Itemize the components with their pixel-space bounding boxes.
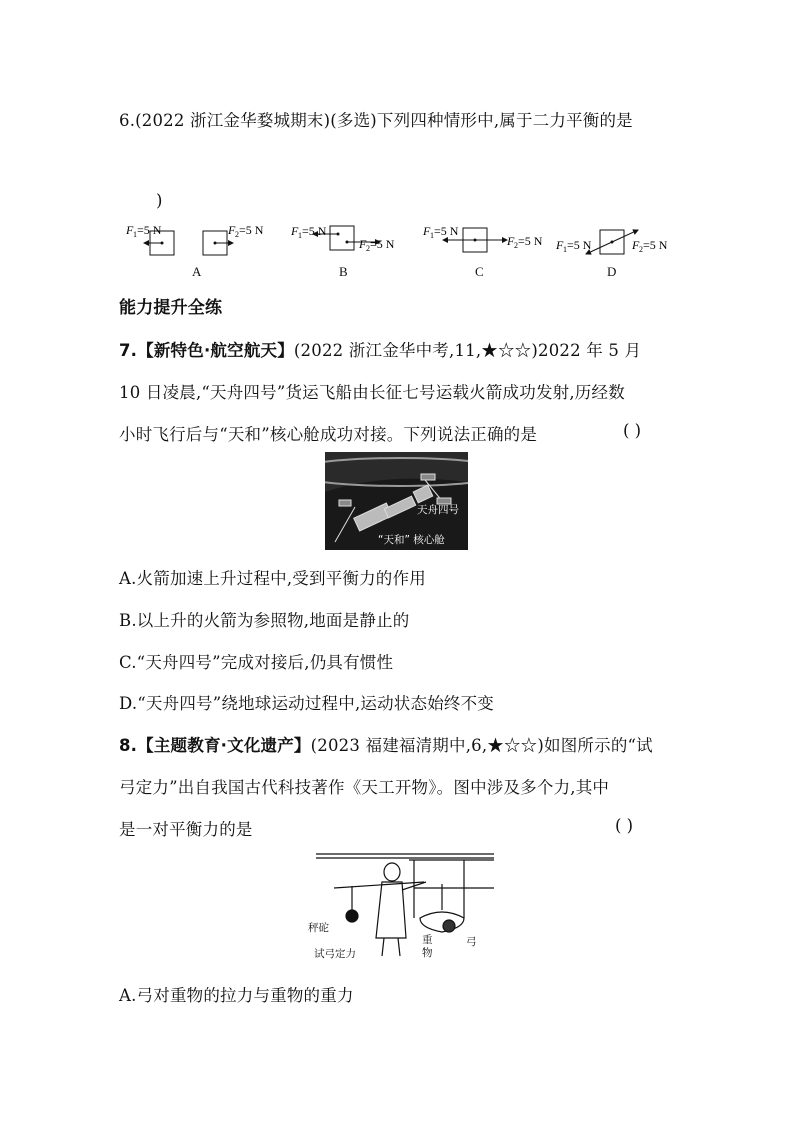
q7-option-b: B.以上升的火箭为参照物,地面是静止的 xyxy=(119,611,410,630)
svg-text:=5 N: =5 N xyxy=(370,237,395,251)
q6-answer-paren: ) xyxy=(156,191,163,210)
q7-answer-paren: ( ) xyxy=(623,421,642,440)
q8-answer-paren: ( ) xyxy=(615,816,634,835)
option-a-f1-value: =5 N xyxy=(137,223,162,237)
option-a-f2-symbol: F xyxy=(228,223,236,237)
label-weight-2: 物 xyxy=(422,947,433,959)
svg-text:=5 N: =5 N xyxy=(567,238,592,252)
option-b-label: B xyxy=(339,264,348,279)
svg-text:F: F xyxy=(507,234,515,248)
svg-text:F: F xyxy=(556,238,564,252)
q7-line2: 10 日凌晨,“天舟四号”货运飞船由长征七号运载火箭成功发射,历经数 xyxy=(119,383,625,402)
svg-text:F: F xyxy=(423,224,431,238)
svg-text:F: F xyxy=(359,237,367,251)
q8-line1-rest: (2023 福建福清期中,6,★☆☆)如图所示的“试 xyxy=(310,736,653,755)
option-a-f2-sub: 2 xyxy=(235,230,239,239)
svg-text:2: 2 xyxy=(639,245,643,254)
q8-tag: 8.【主题教育·文化遗产】 xyxy=(119,736,311,755)
option-b-diagram xyxy=(290,224,395,253)
svg-text:F: F xyxy=(291,224,299,238)
option-a-f1-symbol: F xyxy=(126,223,134,237)
svg-text:2: 2 xyxy=(366,244,370,253)
q7-line1 xyxy=(119,337,641,361)
section-title: 能力提升全练 xyxy=(119,298,223,318)
caption-tianzhou: 天舟四号 xyxy=(417,504,459,516)
option-a-label: A xyxy=(192,264,202,279)
q7-option-d: D.“天舟四号”绕地球运动过程中,运动状态始终不变 xyxy=(119,694,495,713)
option-a-diagram xyxy=(125,223,264,255)
q8-line2: 弓定力”出自我国古代科技著作《天工开物》。图中涉及多个力,其中 xyxy=(119,778,610,797)
option-a-f1-sub: 1 xyxy=(133,230,137,239)
svg-text:1: 1 xyxy=(430,231,434,240)
caption-tianhe: “天和” 核心舱 xyxy=(378,534,445,546)
option-c-diagram xyxy=(422,224,543,252)
svg-text:F: F xyxy=(632,238,640,252)
q7-line1-rest: (2022 浙江金华中考,11,★☆☆)2022 年 5 月 xyxy=(293,341,642,360)
q7-line3: 小时飞行后与“天和”核心舱成功对接。下列说法正确的是 xyxy=(119,425,538,444)
svg-text:=5 N: =5 N xyxy=(302,224,327,238)
option-d-label: D xyxy=(607,264,617,279)
svg-text:1: 1 xyxy=(563,245,567,254)
q8-option-a: A.弓对重物的拉力与重物的重力 xyxy=(119,986,354,1005)
label-counterweight: 秤砣 xyxy=(308,922,329,934)
q7-option-a: A.火箭加速上升过程中,受到平衡力的作用 xyxy=(119,569,426,588)
q6-force-diagrams xyxy=(118,218,678,284)
svg-text:=5 N: =5 N xyxy=(434,224,459,238)
bow-testing-drawing xyxy=(308,848,496,962)
label-weight-1: 重 xyxy=(422,934,433,946)
q7-tag: 7.【新特色·航空航天】 xyxy=(119,341,294,360)
q8-line3: 是一对平衡力的是 xyxy=(119,820,253,839)
q6-stem: 6.(2022 浙江金华婺城期末)(多选)下列四种情形中,属于二力平衡的是 xyxy=(119,111,633,130)
q7-option-c: C.“天舟四号”完成对接后,仍具有惯性 xyxy=(119,653,394,672)
svg-text:1: 1 xyxy=(298,231,302,240)
option-c-label: C xyxy=(475,264,484,279)
label-bow: 弓 xyxy=(466,936,477,948)
option-a-f2-value: =5 N xyxy=(239,223,264,237)
q8-line1 xyxy=(119,732,653,756)
space-station-image xyxy=(325,452,468,550)
svg-text:=5 N: =5 N xyxy=(518,234,543,248)
option-d-diagram xyxy=(555,230,668,254)
svg-text:=5 N: =5 N xyxy=(643,238,668,252)
svg-text:2: 2 xyxy=(514,241,518,250)
label-bow-test: 试弓定力 xyxy=(314,948,356,960)
